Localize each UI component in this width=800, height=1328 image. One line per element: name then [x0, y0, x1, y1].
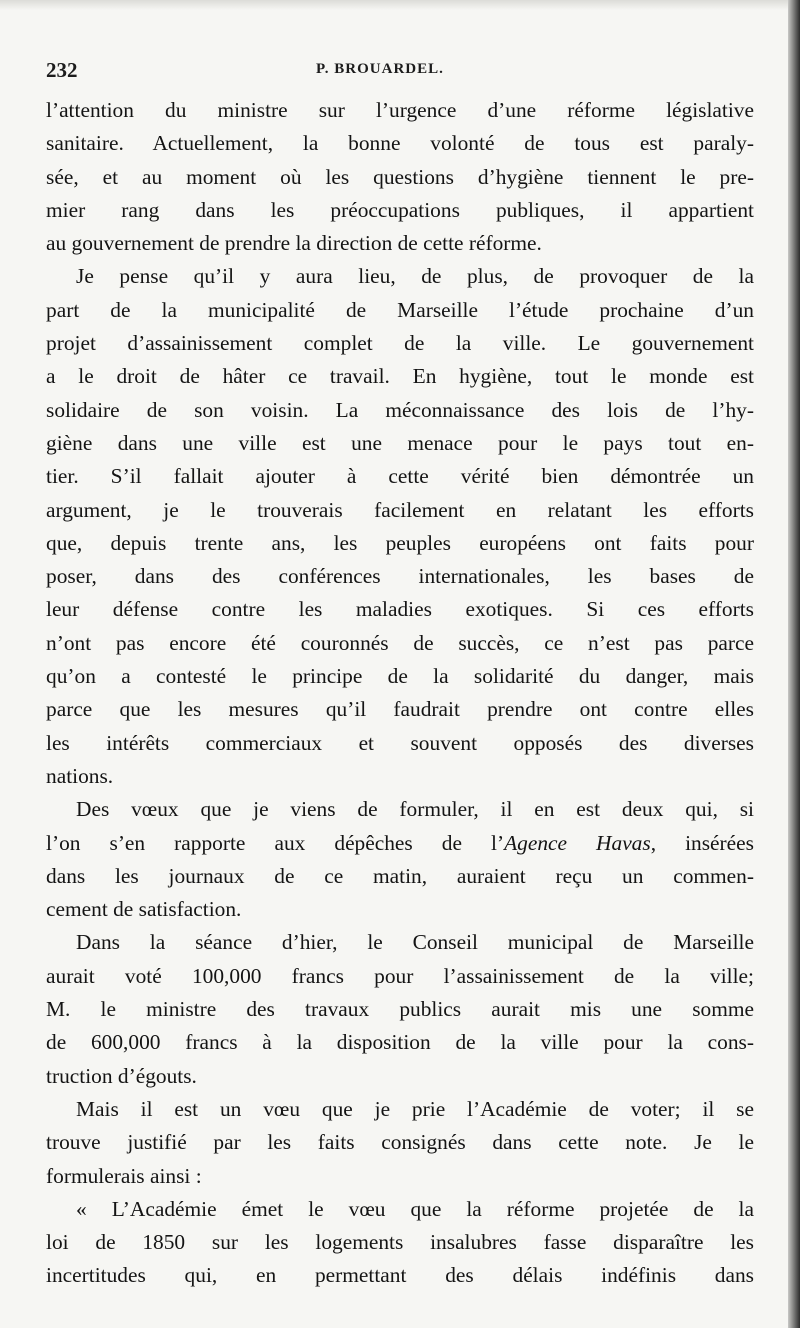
text-line: sée, et au moment où les questions d’hygiène tiennent le pre-	[46, 164, 754, 189]
text-line: nations.	[46, 763, 114, 788]
text-line: Des vœux que je viens de formuler, il en est deux qui, si	[76, 797, 754, 822]
text-line: Dans la séance d’hier, le Conseil municipal de Marseille	[76, 930, 754, 955]
text-fragment: , insérées	[650, 830, 754, 855]
text-line: « L’Académie émet le vœu que la réforme projetée de la	[76, 1196, 754, 1221]
text-line: tier. S’il fallait ajouter à cette vérité bien démontrée un	[46, 464, 754, 489]
text-line: part de la municipalité de Marseille l’étude prochaine d’un	[46, 297, 754, 322]
page-top-shadow	[0, 0, 800, 10]
text-line: les intérêts commerciaux et souvent opposés des diverses	[46, 730, 754, 755]
italic-title: Agence Havas	[504, 830, 651, 855]
text-line: projet d’assainissement complet de la ville. Le gouvernement	[46, 331, 754, 356]
text-line: cement de satisfaction.	[46, 897, 242, 922]
text-line: Mais il est un vœu que je prie l’Académie de voter; il se	[76, 1096, 754, 1121]
text-line: truction d’égouts.	[46, 1063, 197, 1088]
text-line: l’attention du ministre sur l’urgence d’une réforme législative	[46, 98, 754, 122]
text-line: parce que les mesures qu’il faudrait prendre ont contre elles	[46, 697, 754, 722]
body-text	[46, 94, 754, 1293]
text-line	[46, 827, 754, 860]
text-line: que, depuis trente ans, les peuples européens ont faits pour	[46, 530, 754, 555]
text-line: loi de 1850 sur les logements insalubres fasse disparaître les	[46, 1230, 754, 1255]
text-line: leur défense contre les maladies exotiques. Si ces efforts	[46, 597, 754, 622]
text-line: Je pense qu’il y aura lieu, de plus, de provoquer de la	[76, 264, 754, 289]
text-line: giène dans une ville est une menace pour le pays tout en-	[46, 430, 754, 455]
running-title: P. BROUARDEL.	[316, 61, 444, 77]
text-line: au gouvernement de prendre la direction de cette réforme.	[46, 231, 542, 256]
text-line: M. le ministre des travaux publics aurait mis une somme	[46, 997, 754, 1022]
page-binding-edge	[788, 0, 800, 1328]
text-line: n’ont pas encore été couronnés de succès, ce n’est pas parce	[46, 630, 754, 655]
text-line: qu’on a contesté le principe de la solidarité du danger, mais	[46, 664, 754, 689]
text-line: de 600,000 francs à la disposition de la ville pour la cons-	[46, 1030, 754, 1055]
text-line: solidaire de son voisin. La méconnaissance des lois de l’hy-	[46, 397, 754, 422]
text-line: trouve justifié par les faits consignés dans cette note. Je le	[46, 1130, 754, 1155]
page-number: 232	[46, 58, 78, 82]
text-line: incertitudes qui, en permettant des délais indéfinis dans	[46, 1263, 754, 1288]
running-head	[46, 58, 746, 86]
text-line: mier rang dans les préoccupations publiques, il appartient	[46, 197, 754, 222]
text-line: argument, je le trouverais facilement en relatant les efforts	[46, 497, 754, 522]
text-line: a le droit de hâter ce travail. En hygiène, tout le monde est	[46, 364, 754, 389]
text-line: dans les journaux de ce matin, auraient reçu un commen-	[46, 863, 754, 888]
text-line: poser, dans des conférences internationales, les bases de	[46, 564, 754, 589]
text-line: aurait voté 100,000 francs pour l’assainissement de la ville;	[46, 963, 754, 988]
text-fragment: l’on s’en rapporte aux dépêches de l’	[46, 830, 505, 855]
text-line: sanitaire. Actuellement, la bonne volonté de tous est paraly-	[46, 131, 754, 156]
text-line: formulerais ainsi :	[46, 1163, 202, 1188]
